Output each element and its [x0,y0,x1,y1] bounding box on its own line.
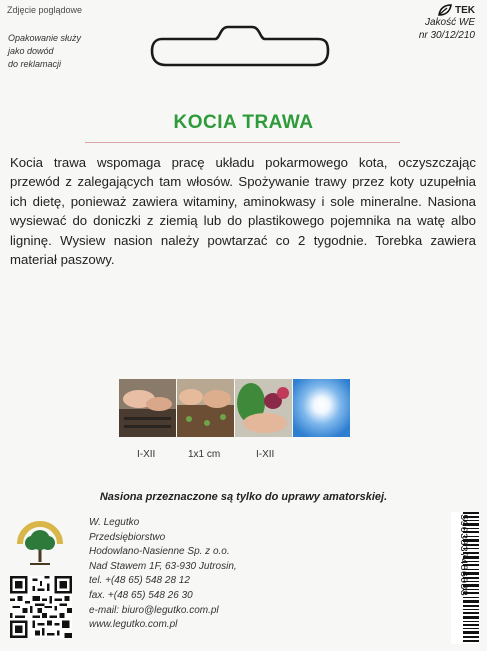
complaint-note-line: Opakowanie służy [8,33,82,43]
preview-label: Zdjęcie poglądowe [7,5,83,15]
company-fax: fax. +(48 65) 548 26 30 [89,589,193,601]
company-line: Hodowlano-Nasienne Sp. z o.o. [89,546,230,558]
company-phone: tel. +(48 65) 548 28 12 [89,575,190,587]
family-company-logo [12,516,68,570]
product-title: KOCIA TRAWA [173,112,314,133]
spacing-photo-icon [177,379,234,437]
quality-line: nr 30/12/210 [418,30,475,41]
spacing-label: 1x1 cm [188,449,221,460]
tek-label: TEK [455,4,475,16]
barcode-number: 5903837486038 [457,514,469,596]
growing-pictograms [119,379,350,437]
qr-code [10,576,72,638]
harvest-period-label: I-XII [256,449,275,460]
title-divider [85,142,400,143]
company-name: W. Legutko [89,517,140,528]
amateur-use-note: Nasiona przeznaczone są tylko do uprawy amatorskiej. [99,491,388,503]
ean-barcode [451,512,479,644]
sun-icon [293,379,350,437]
complaint-note-line: do reklamacji [8,59,62,69]
sowing-period-label: I-XII [137,449,156,460]
hang-hole-outline [150,21,330,73]
complaint-note [8,32,108,71]
sowing-photo-icon [119,379,176,437]
quality-line: Jakość WE [424,17,475,28]
leaf-icon [438,4,452,16]
quality-mark [419,4,475,42]
company-email: e-mail: biuro@legutko.com.pl [89,604,219,616]
complaint-note-line: jako dowód [8,46,54,56]
company-contact [89,516,237,633]
harvest-photo-icon [235,379,292,437]
company-address: Nad Stawem 1F, 63-930 Jutrosin, [89,560,237,572]
company-line: Przedsiębiorstwo [89,531,166,543]
company-website: www.legutko.com.pl [89,619,178,631]
product-description: Kocia trawa wspomaga pracę układu pokarmowego kota, oczyszczając przewód z zalegających tam włosów. Spożywanie trawy przez koty uzupełnia ich dietę, ponieważ zawiera witaminy, aminokwasy i sole mineralne. Nasiona wysiewać do doniczki z ziemią lub do plastikowego pojemnika na watę albo ligninę. Wysiew nasion należy powtarzać co 2 tygodnie. Torebka zawiera materiał paszowy. [10,155,476,268]
